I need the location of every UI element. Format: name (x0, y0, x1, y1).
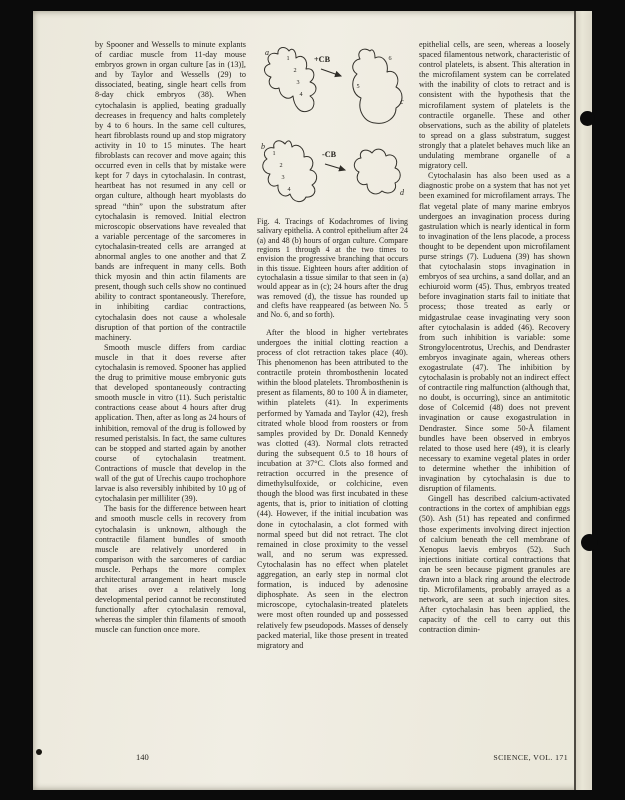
paragraph: Gingell has described calcium-activated contractions in the cortex of amphibian eggs (50). Ash (51) has repeated and confirmed those experiments involving direct injection of calcium beneath the cell membrane of Xenopus laevis embryos (52). Such injections initiate cortical contractions that can be seen because pigment granules are drawn into a black ring around the electrode tip. Microfilaments, probably arrayed as a network, are seen at such injection sites. After cytochalasin has been applied, the capacity of the cell to carry out this contraction dimin- (419, 494, 570, 635)
figure-4 (257, 42, 408, 320)
paragraph: by Spooner and Wessells to minute explants of cardiac muscle from 11-day mouse embryos grown in organ culture [as in (13)], and by Taylor and Wessells (29) to dissociated, beating, single heart cells from 8-day chick embryos (38). When cytochalasin is applied, beating gradually decreases in frequency and halts completely by 4 to 6 hours. In the same cell cultures, heart fibroblasts round up and stop migratory activity in 10 to 15 minutes. The heart fibroblasts can recover and move again; this occurred even in cells that by mistake were kept for 7 days in cytochalasin. In contrast, heartbeat has not resumed in any cell or organ culture, although heart myoblasts do spread “thin” upon the substratum after cytochalasin is removed. Initial electron microscopic observations have revealed that a variable percentage of the sarcomeres in cytochalasin-treated cells are arranged at abnormal angles to one another and that Z bands are infrequent in many cells. Both thick myosin and thin actin filaments are present, though such cells show no continued ability to contract spontaneously. Therefore, in inhibiting cardiac contractions, cytochalasin does not cause a wholesale disruption of that portion of the contractile machinery. (95, 40, 246, 342)
column-right (419, 40, 570, 651)
page-number: 140 (136, 752, 149, 762)
hole-punch-bottom (581, 534, 598, 551)
region-number: 6 (388, 55, 392, 62)
region-number: 3 (296, 79, 300, 86)
column-left (95, 40, 246, 651)
scan-speck (36, 749, 42, 755)
journal-footer: SCIENCE, VOL. 171 (493, 753, 568, 762)
paragraph: After the blood in higher vertebrates undergoes the initial clotting reaction a process of clot retraction takes place (40). This phenomenon has been attributed to the contractile protein thrombosthenin located within the blood platelets. Thrombosthenin is present as filaments, 80 to 100 Å in diameter, within platelets (41). In experiments performed by Yamada and Taylor (42), fresh citrated whole blood from roosters or from samples provided by Dr. Donald Kennedy was clotted (43). Normal clots retracted during the subsequent 0.5 to 18 hours of incubation at 37°C. Clots also formed and retraction occurred in the presence of dimethylsulfoxide, or colchicine, even though the blood was first incubated in these agents, that is, prior to initiation of clotting (44). However, if the initial incubation was done in cytochalasin, a clot formed with normal speed but did not retract. The clot remained in close proximity to the vessel wall, and no serum was expressed. Cytochalasin has no effect when platelet aggregation, an early step in normal clot formation, is induced by adenosine diphosphate. As seen in the electron microscope, cytochalasin-treated platelets were most often rounded up and possessed relatively few pseudopods. Masses of densely packed material, like those present in treated migratory and (257, 327, 408, 650)
page-fold-edge (574, 11, 592, 790)
figure-tracings (258, 42, 410, 214)
column-middle (257, 40, 408, 651)
page-content (95, 40, 570, 651)
region-number: 4 (287, 186, 291, 193)
panel-label-a: a (265, 48, 270, 57)
paper-page (33, 11, 592, 790)
hole-punch-top (580, 111, 595, 126)
panel-label-d: d (400, 188, 405, 197)
region-number: 5 (356, 83, 360, 90)
paragraph: Smooth muscle differs from cardiac muscle in that it does reverse after cytochalasin is removed. Spooner has applied the drug to primitive mouse embryonic guts that developed spontaneously contracting smooth muscle in vitro (11). Such peristaltic contractions cease about 4 hours after drug application. Then, after as long as 24 hours of inhibition, removal of the drug is followed by resumed peristalsis. In fact, the same cultures can be stopped and started again by another course of cytochalasin treatment. Contractions of muscle that develop in the wall of the gut of Urechis caupo trochophore larvae is also reversibly inhibited by 10 μg of cytochalasin per milliliter (39). (95, 342, 246, 504)
panel-label-b: b (261, 142, 266, 151)
tracing-panel-c (353, 49, 402, 123)
cytochalasin-remove-label: -CB (322, 150, 337, 159)
arrow-remove-cb (325, 164, 345, 170)
tracing-panel-a (264, 47, 316, 111)
region-number: 3 (281, 174, 285, 181)
cytochalasin-add-label: +CB (314, 55, 331, 64)
region-number: 2 (279, 162, 283, 169)
region-number: 2 (293, 67, 297, 74)
paragraph: epithelial cells, are seen, whereas a loosely spaced filamentous network, characteristic of control platelets, is absent. This alteration in the microfilament system can be correlated with the inability of clots to retract and is consistent with the hypothesis that the microfilament system of platelets is the contractile organelle. These and other observations, such as the ability of platelets to spread on a glass substratum, suggest strongly that a platelet behaves much like an undulating membrane organelle of a migratory cell. (419, 40, 570, 171)
paragraph: The basis for the difference between heart and smooth muscle cells in recovery from cytochalasin is unknown, although the contractile filament bundles of smooth muscle are relatively unordered in comparison with the sarcomeres of cardiac muscle. Perhaps the more complex architectural arrangement in heart muscle that arises over a relatively long developmental period cannot be reconstituted functionally after cytochalasin removal, whereas the simpler thin filaments of smooth muscle can function once more. (95, 504, 246, 635)
arrow-add-cb (321, 69, 341, 76)
tracing-panel-d (354, 149, 400, 194)
region-number: 1 (286, 55, 290, 62)
paragraph: Cytochalasin has also been used as a diagnostic probe on a system that has not yet been examined for microfilament arrays. The flat vegetal plate of many marine embryos undergoes an invagination process during gastrulation which is nearly identical in form to invagination of the lens placode, a process thought to be dependent upon microfilament purse strings (7). Luduena (39) has shown that cytochalasin stops invagination in embryos of sea urchins, a sand dollar, and an echiuroid worm (45). Thus, embryos treated before invagination starts fail to initiate that process; those treated as early or midgastrulae cease invaginating very soon after cytochalasin is added (46). Recovery from such inhibition is variable: some Strongylocentrotus, Urechis, and Dendraster embryos invaginate again, whereas others exogastrulate (47). The inhibition by cytochalasin is probably not an indirect effect of contractile ring malfunction (although that, no doubt, is occurring), since an antimitotic dose of Colcemid (48) does not prevent invagination or cause exogastrulation in Dendraster. Since some 50-Å filament bundles have been observed in embryos related to those used here (49), it is clearly necessary to examine vegetal plates in order to determine whether the inhibition of invagination by cytochalasin is due to disruption of filaments. (419, 171, 570, 494)
panel-label-c: c (400, 97, 404, 106)
figure-caption: Fig. 4. Tracings of Kodachromes of living salivary epithelia. A control epithelium after 24 (a) and 48 (b) hours of organ culture. Compare regions 1 through 4 at the two times to envision the progressive branching that occurs in this tissue. Eighteen hours after addition of cytochalasin a tissue similar to that seen in (a) would appear as in (c); 24 hours after the drug was removed (d), the tissue has rounded up and clefts have reappeared (as between No. 5 and No. 6, and so forth). (257, 217, 408, 320)
region-number: 1 (272, 150, 276, 157)
region-number: 4 (299, 91, 303, 98)
